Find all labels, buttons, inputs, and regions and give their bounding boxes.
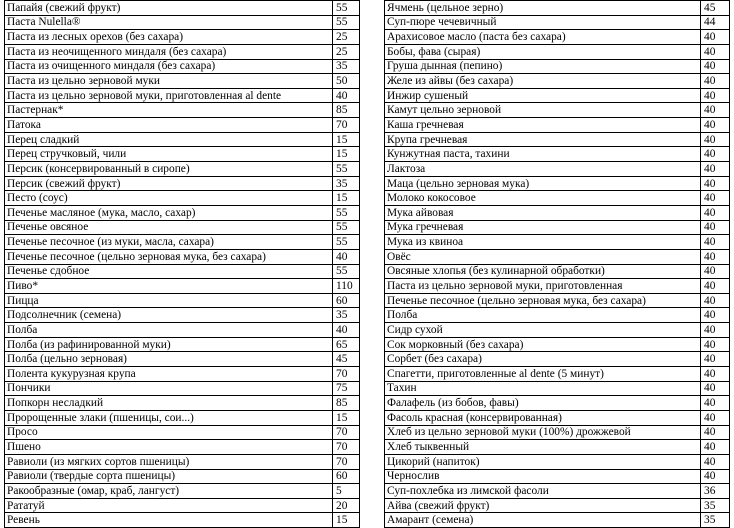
- food-name-cell: Фалафель (из бобов, фавы): [385, 396, 701, 411]
- left-food-table: [4, 0, 360, 528]
- food-name-cell: Кунжутная паста, тахини: [385, 147, 701, 162]
- glycemic-index-cell: 40: [701, 249, 730, 264]
- food-name-cell: Печенье сдобное: [5, 264, 333, 279]
- table-row: [385, 88, 730, 103]
- food-name-cell: Лактоза: [385, 162, 701, 177]
- table-row: [385, 469, 730, 484]
- table-row: [5, 118, 360, 133]
- table-row: [5, 220, 360, 235]
- table-row: [385, 279, 730, 294]
- food-name-cell: Печенье масляное (мука, масло, сахар): [5, 205, 333, 220]
- table-row: [385, 396, 730, 411]
- food-name-cell: Тахин: [385, 381, 701, 396]
- food-name-cell: Перец стручковый, чили: [5, 147, 333, 162]
- food-name-cell: Пророщенные злаки (пшеницы, сои...): [5, 410, 333, 425]
- table-row: [5, 15, 360, 30]
- table-row: [5, 498, 360, 513]
- food-name-cell: Мука гречневая: [385, 220, 701, 235]
- table-row: [5, 44, 360, 59]
- table-row: [5, 132, 360, 147]
- food-name-cell: Полба (цельно зерновая): [5, 352, 333, 367]
- glycemic-index-cell: 40: [701, 425, 730, 440]
- glycemic-index-cell: 55: [333, 1, 360, 16]
- table-row: [385, 308, 730, 323]
- glycemic-index-cell: 40: [701, 308, 730, 323]
- glycemic-index-cell: 55: [333, 220, 360, 235]
- food-name-cell: Сидр сухой: [385, 323, 701, 338]
- food-name-cell: Фасоль красная (консервированная): [385, 410, 701, 425]
- table-row: [5, 469, 360, 484]
- table-row: [385, 484, 730, 499]
- food-name-cell: Чернослив: [385, 469, 701, 484]
- glycemic-index-cell: 35: [701, 498, 730, 513]
- table-row: [385, 74, 730, 89]
- table-row: [385, 147, 730, 162]
- table-row: [385, 381, 730, 396]
- food-name-cell: Рататуй: [5, 498, 333, 513]
- glycemic-index-cell: 40: [701, 205, 730, 220]
- food-name-cell: Пастернак*: [5, 103, 333, 118]
- glycemic-index-cell: 70: [333, 440, 360, 455]
- table-row: [385, 454, 730, 469]
- glycemic-index-cell: 40: [701, 74, 730, 89]
- glycemic-index-cell: 40: [701, 323, 730, 338]
- glycemic-index-cell: 40: [701, 132, 730, 147]
- glycemic-index-cell: 55: [333, 235, 360, 250]
- food-name-cell: Печенье песочное (цельно зерновая мука, без сахара): [385, 293, 701, 308]
- glycemic-index-cell: 15: [333, 410, 360, 425]
- food-name-cell: Хлеб тыквенный: [385, 440, 701, 455]
- food-name-cell: Ракообразные (омар, краб, лангуст): [5, 484, 333, 499]
- table-row: [385, 367, 730, 382]
- table-row: [385, 249, 730, 264]
- glycemic-index-cell: 15: [333, 191, 360, 206]
- table-row: [385, 191, 730, 206]
- glycemic-index-cell: 70: [333, 118, 360, 133]
- food-name-cell: Печенье песочное (из муки, масла, сахара): [5, 235, 333, 250]
- glycemic-index-cell: 5: [333, 484, 360, 499]
- glycemic-index-cell: 70: [333, 454, 360, 469]
- table-row: [5, 30, 360, 45]
- food-name-cell: Желе из айвы (без сахара): [385, 74, 701, 89]
- glycemic-index-cell: 40: [701, 118, 730, 133]
- glycemic-index-cell: 35: [701, 513, 730, 528]
- table-row: [5, 162, 360, 177]
- food-name-cell: Овёс: [385, 249, 701, 264]
- table-row: [5, 293, 360, 308]
- table-row: [5, 367, 360, 382]
- glycemic-index-cell: 40: [701, 176, 730, 191]
- glycemic-index-cell: 75: [333, 381, 360, 396]
- table-row: [385, 410, 730, 425]
- glycemic-index-cell: 40: [333, 249, 360, 264]
- food-name-cell: Полба: [385, 308, 701, 323]
- glycemic-index-cell: 40: [701, 279, 730, 294]
- table-row: [385, 513, 730, 528]
- glycemic-index-cell: 70: [333, 367, 360, 382]
- table-row: [5, 484, 360, 499]
- table-row: [5, 205, 360, 220]
- food-name-cell: Суп-похлебка из лимской фасоли: [385, 484, 701, 499]
- table-row: [5, 191, 360, 206]
- glycemic-index-cell: 15: [333, 513, 360, 528]
- glycemic-index-cell: 60: [333, 469, 360, 484]
- food-name-cell: Айва (свежий фрукт): [385, 498, 701, 513]
- glycemic-index-cell: 55: [333, 15, 360, 30]
- table-row: [385, 59, 730, 74]
- glycemic-index-cell: 40: [701, 410, 730, 425]
- glycemic-index-cell: 40: [701, 264, 730, 279]
- glycemic-index-cell: 40: [701, 469, 730, 484]
- glycemic-index-cell: 40: [701, 367, 730, 382]
- glycemic-index-cell: 40: [701, 235, 730, 250]
- glycemic-index-cell: 40: [701, 396, 730, 411]
- glycemic-index-cell: 15: [333, 147, 360, 162]
- glycemic-index-cell: 35: [333, 59, 360, 74]
- table-row: [5, 249, 360, 264]
- left-table-body: [5, 1, 360, 528]
- glycemic-index-cell: 45: [701, 1, 730, 16]
- food-name-cell: Папайя (свежий фрукт): [5, 1, 333, 16]
- food-name-cell: Инжир сушеный: [385, 88, 701, 103]
- glycemic-index-cell: 50: [333, 74, 360, 89]
- food-name-cell: Равиоли (из мягких сортов пшеницы): [5, 454, 333, 469]
- food-name-cell: Полба: [5, 323, 333, 338]
- table-row: [5, 454, 360, 469]
- glycemic-index-cell: 40: [701, 191, 730, 206]
- table-row: [5, 513, 360, 528]
- right-table-body: [385, 1, 730, 528]
- food-name-cell: Хлеб из цельно зерновой муки (100%) дрожжевой: [385, 425, 701, 440]
- food-name-cell: Просо: [5, 425, 333, 440]
- glycemic-index-cell: 55: [333, 162, 360, 177]
- food-name-cell: Пшено: [5, 440, 333, 455]
- right-food-table: [384, 0, 730, 528]
- glycemic-index-cell: 40: [701, 30, 730, 45]
- food-name-cell: Паста из лесных орехов (без сахара): [5, 30, 333, 45]
- food-name-cell: Паста из цельно зерновой муки, приготовленная al dente: [5, 88, 333, 103]
- glycemic-index-cell: 40: [701, 44, 730, 59]
- food-name-cell: Пиво*: [5, 279, 333, 294]
- glycemic-index-cell: 40: [701, 162, 730, 177]
- table-row: [385, 205, 730, 220]
- table-row: [385, 30, 730, 45]
- glycemic-index-cell: 40: [701, 88, 730, 103]
- glycemic-index-cell: 40: [333, 323, 360, 338]
- table-row: [385, 293, 730, 308]
- glycemic-index-cell: 35: [333, 176, 360, 191]
- table-row: [5, 323, 360, 338]
- food-name-cell: Паста Nulella®: [5, 15, 333, 30]
- food-name-cell: Паста из неочищенного миндаля (без сахара): [5, 44, 333, 59]
- food-name-cell: Камут цельно зерновой: [385, 103, 701, 118]
- table-row: [5, 337, 360, 352]
- food-name-cell: Персик (свежий фрукт): [5, 176, 333, 191]
- food-name-cell: Полента кукурузная крупа: [5, 367, 333, 382]
- table-row: [5, 396, 360, 411]
- food-name-cell: Сорбет (без сахара): [385, 352, 701, 367]
- table-row: [385, 15, 730, 30]
- food-name-cell: Сок морковный (без сахара): [385, 337, 701, 352]
- table-row: [385, 498, 730, 513]
- table-row: [385, 235, 730, 250]
- glycemic-index-cell: 20: [333, 498, 360, 513]
- food-name-cell: Паста из очищенного миндаля (без сахара): [5, 59, 333, 74]
- glycemic-index-cell: 40: [701, 293, 730, 308]
- table-row: [385, 440, 730, 455]
- table-row: [5, 425, 360, 440]
- glycemic-index-cell: 65: [333, 337, 360, 352]
- table-row: [5, 308, 360, 323]
- glycemic-index-cell: 35: [333, 308, 360, 323]
- glycemic-index-cell: 110: [333, 279, 360, 294]
- table-row: [5, 147, 360, 162]
- food-name-cell: Ячмень (цельное зерно): [385, 1, 701, 16]
- table-row: [5, 410, 360, 425]
- glycemic-index-cell: 25: [333, 30, 360, 45]
- food-name-cell: Песто (соус): [5, 191, 333, 206]
- food-name-cell: Печенье овсяное: [5, 220, 333, 235]
- food-name-cell: Печенье песочное (цельно зерновая мука, без сахара): [5, 249, 333, 264]
- glycemic-index-cell: 40: [701, 147, 730, 162]
- table-row: [5, 264, 360, 279]
- table-row: [385, 337, 730, 352]
- table-row: [5, 235, 360, 250]
- table-row: [385, 425, 730, 440]
- table-row: [5, 1, 360, 16]
- food-name-cell: Паста из цельно зерновой муки, приготовленная: [385, 279, 701, 294]
- glycemic-index-cell: 55: [333, 264, 360, 279]
- table-row: [385, 103, 730, 118]
- glycemic-index-cell: 40: [701, 440, 730, 455]
- food-name-cell: Полба (из рафинированной муки): [5, 337, 333, 352]
- table-row: [385, 1, 730, 16]
- food-name-cell: Ревень: [5, 513, 333, 528]
- glycemic-index-cell: 44: [701, 15, 730, 30]
- glycemic-index-cell: 40: [701, 103, 730, 118]
- glycemic-index-cell: 85: [333, 396, 360, 411]
- table-row: [385, 44, 730, 59]
- food-name-cell: Перец сладкий: [5, 132, 333, 147]
- food-name-cell: Молоко кокосовое: [385, 191, 701, 206]
- glycemic-index-cell: 25: [333, 44, 360, 59]
- food-name-cell: Пицца: [5, 293, 333, 308]
- table-row: [385, 176, 730, 191]
- table-row: [5, 279, 360, 294]
- glycemic-index-cell: 45: [333, 352, 360, 367]
- food-name-cell: Каша гречневая: [385, 118, 701, 133]
- food-name-cell: Груша дынная (пепино): [385, 59, 701, 74]
- table-row: [385, 132, 730, 147]
- glycemic-index-cell: 70: [333, 425, 360, 440]
- food-name-cell: Мука из квиноа: [385, 235, 701, 250]
- food-name-cell: Спагетти, приготовленные al dente (5 минут): [385, 367, 701, 382]
- table-row: [385, 323, 730, 338]
- table-row: [385, 162, 730, 177]
- table-row: [5, 88, 360, 103]
- table-row: [5, 381, 360, 396]
- food-name-cell: Амарант (семена): [385, 513, 701, 528]
- table-row: [5, 176, 360, 191]
- food-name-cell: Равиоли (твердые сорта пшеницы): [5, 469, 333, 484]
- food-name-cell: Цикорий (напиток): [385, 454, 701, 469]
- table-row: [5, 74, 360, 89]
- glycemic-index-cell: 40: [701, 381, 730, 396]
- table-row: [5, 103, 360, 118]
- glycemic-index-cell: 85: [333, 103, 360, 118]
- food-name-cell: Маца (цельно зерновая мука): [385, 176, 701, 191]
- glycemic-index-cell: 40: [701, 352, 730, 367]
- table-row: [385, 352, 730, 367]
- table-row: [5, 440, 360, 455]
- table-row: [385, 264, 730, 279]
- table-row: [5, 352, 360, 367]
- table-row: [385, 118, 730, 133]
- table-row: [5, 59, 360, 74]
- glycemic-index-cell: 40: [333, 88, 360, 103]
- glycemic-index-cell: 40: [701, 454, 730, 469]
- table-row: [385, 220, 730, 235]
- glycemic-index-cell: 36: [701, 484, 730, 499]
- glycemic-index-cell: 40: [701, 220, 730, 235]
- food-name-cell: Паста из цельно зерновой муки: [5, 74, 333, 89]
- food-name-cell: Овсяные хлопья (без кулинарной обработки): [385, 264, 701, 279]
- food-name-cell: Бобы, фава (сырая): [385, 44, 701, 59]
- food-name-cell: Патока: [5, 118, 333, 133]
- food-name-cell: Суп-пюре чечевичный: [385, 15, 701, 30]
- glycemic-index-cell: 55: [333, 205, 360, 220]
- glycemic-index-cell: 40: [701, 59, 730, 74]
- glycemic-index-cell: 15: [333, 132, 360, 147]
- food-name-cell: Подсолнечник (семена): [5, 308, 333, 323]
- food-name-cell: Попкорн несладкий: [5, 396, 333, 411]
- food-name-cell: Крупа гречневая: [385, 132, 701, 147]
- food-name-cell: Арахисовое масло (паста без сахара): [385, 30, 701, 45]
- food-name-cell: Пончики: [5, 381, 333, 396]
- glycemic-index-cell: 40: [701, 337, 730, 352]
- food-name-cell: Персик (консервированный в сиропе): [5, 162, 333, 177]
- food-name-cell: Мука айвовая: [385, 205, 701, 220]
- glycemic-index-cell: 60: [333, 293, 360, 308]
